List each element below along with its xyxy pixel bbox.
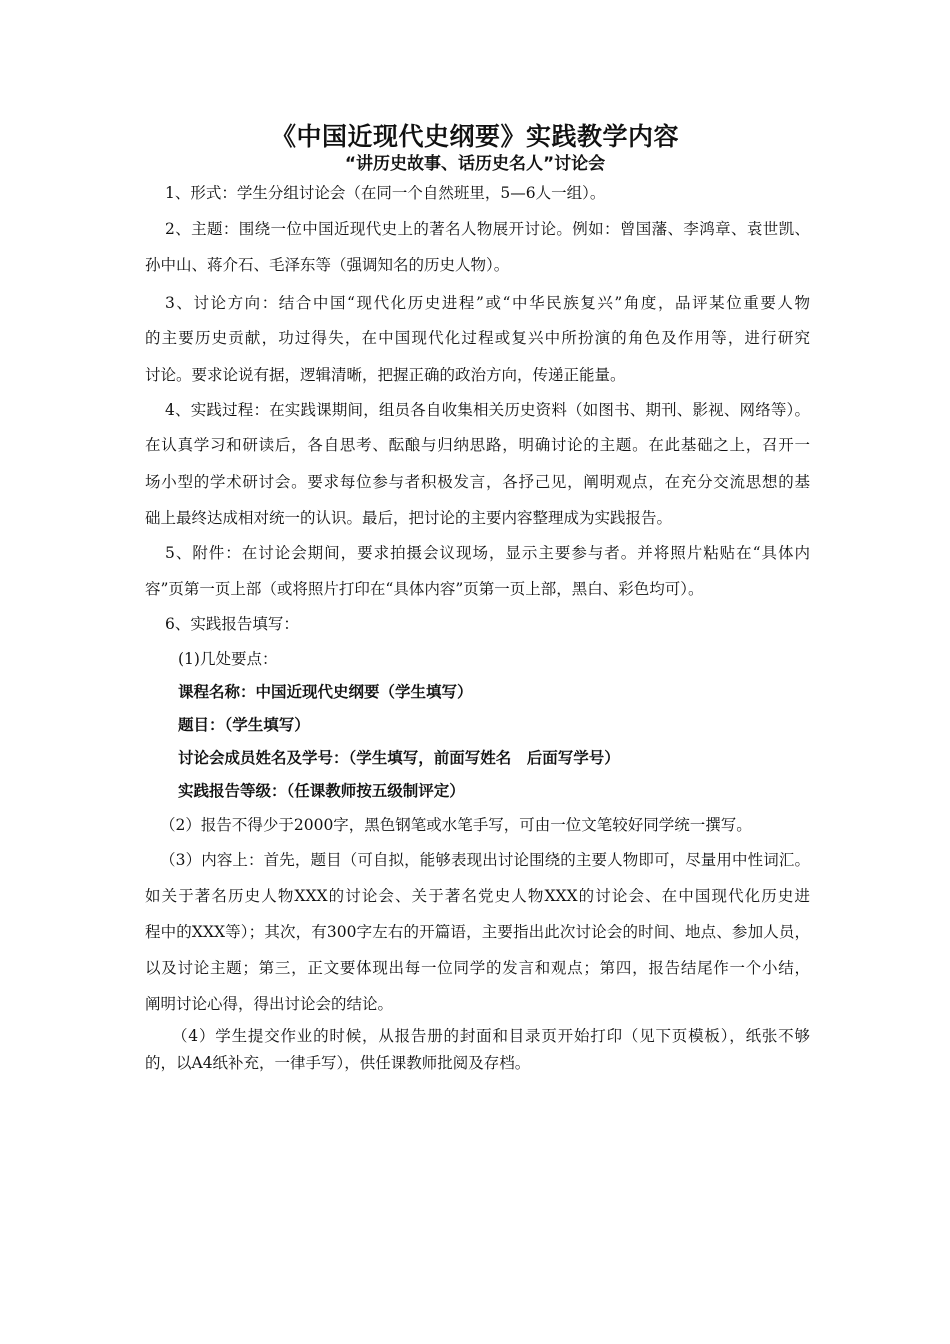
report-submit-cont: 的，以A4纸补充，一律手写），供任课教师批阅及存档。 xyxy=(145,1054,531,1072)
item-form: 1、形式：学生分组讨论会（在同一个自然班里，5—6人一组）。 xyxy=(165,184,606,202)
report-points-heading: (1)几处要点： xyxy=(178,650,278,668)
item-attachment-cont: 容”页第一页上部（或将照片打印在“具体内容”页第一页上部，黑白、彩色均可）。 xyxy=(145,580,704,598)
item-attachment: 5、附件：在讨论会期间，要求拍摄会议现场，显示主要参与者。并将照片粘贴在“具体内 xyxy=(165,544,810,562)
item-process: 4、实践过程：在实践课期间，组员各自收集相关历史资料（如图书、期刊、影视、网络等）。 xyxy=(165,401,810,419)
point-grade: 实践报告等级：（任课教师按五级制评定） xyxy=(178,782,465,800)
report-content-cont-4: 阐明讨论心得，得出讨论会的结论。 xyxy=(145,995,394,1013)
item-direction-cont-2: 讨论。要求论说有据，逻辑清晰，把握正确的政治方向，传递正能量。 xyxy=(145,366,626,384)
item-report: 6、实践报告填写： xyxy=(165,615,299,633)
report-content-rule: （3）内容上：首先，题目（可自拟，能够表现出讨论围绕的主要人物即可，尽量用中性词汇。 xyxy=(160,851,810,869)
item-direction-cont-1: 的主要历史贡献，功过得失，在中国现代化过程或复兴中所扮演的角色及作用等，进行研究 xyxy=(145,329,810,347)
point-members: 讨论会成员姓名及学号：（学生填写，前面写姓名 后面写学号） xyxy=(178,749,620,767)
document-title: 《中国近现代史纲要》实践教学内容 xyxy=(270,122,679,151)
item-process-cont-3: 础上最终达成相对统一的认识。最后，把讨论的主要内容整理成为实践报告。 xyxy=(145,509,673,527)
item-process-cont-1: 在认真学习和研读后，各自思考、酝酿与归纳思路，明确讨论的主题。在此基础之上，召开一 xyxy=(145,436,810,454)
report-content-cont-3: 以及讨论主题；第三，正文要体现出每一位同学的发言和观点；第四，报告结尾作一个小结， xyxy=(145,959,810,977)
document-subtitle: “讲历史故事、话历史名人”讨论会 xyxy=(344,154,606,174)
report-length-rule: （2）报告不得少于2000字，黑色钢笔或水笔手写，可由一位文笔较好同学统一撰写。 xyxy=(160,816,752,834)
report-content-cont-1: 如关于著名历史人物XXX的讨论会、关于著名党史人物XXX的讨论会、在中国现代化历史进 xyxy=(145,887,810,905)
item-theme-cont: 孙中山、蒋介石、毛泽东等（强调知名的历史人物）。 xyxy=(145,256,510,274)
point-course-name: 课程名称：中国近现代史纲要（学生填写） xyxy=(178,683,473,701)
item-theme: 2、主题：围绕一位中国近现代史上的著名人物展开讨论。例如：曾国藩、李鸿章、袁世凯、 xyxy=(165,220,810,238)
report-content-cont-2: 程中的XXX等）；其次，有300字左右的开篇语，主要指出此次讨论会的时间、地点、参加人员， xyxy=(145,923,810,941)
item-direction: 3、讨论方向：结合中国“现代化历史进程”或“中华民族复兴”角度，品评某位重要人物 xyxy=(165,294,810,312)
report-submit-rule: （4）学生提交作业的时候，从报告册的封面和目录页开始打印（见下页模板），纸张不够 xyxy=(172,1027,810,1045)
item-process-cont-2: 场小型的学术研讨会。要求每位参与者积极发言，各抒己见，阐明观点，在充分交流思想的基 xyxy=(145,473,810,491)
point-topic: 题目：（学生填写） xyxy=(178,716,310,734)
